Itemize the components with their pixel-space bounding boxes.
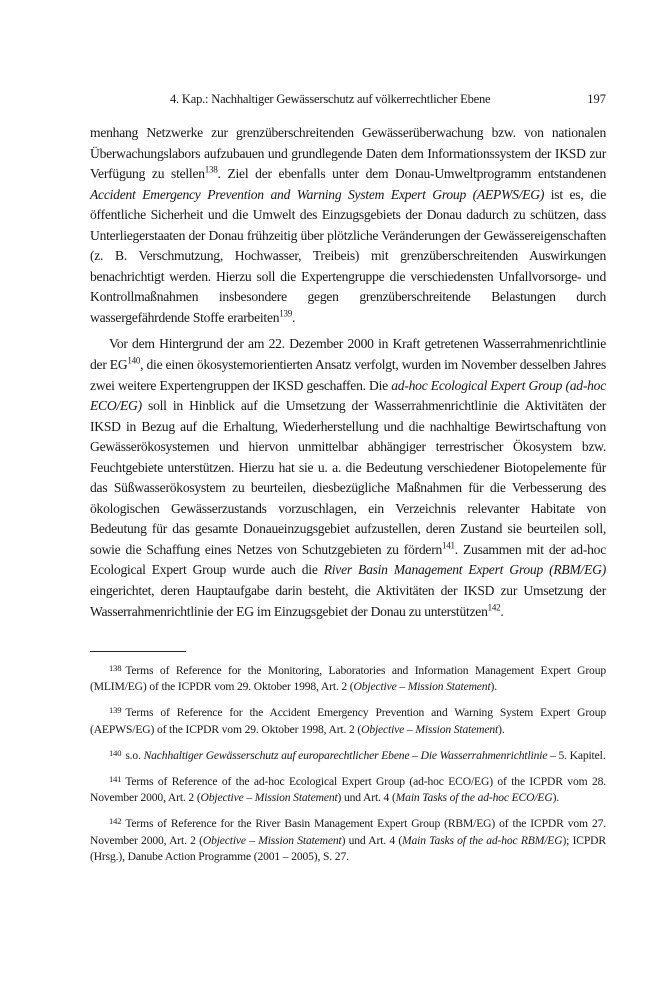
text-run: .	[500, 603, 504, 619]
paragraph-2	[90, 334, 606, 622]
text-run: soll in Hinblick auf die Umsetzung der Wasserrahmenrichtlinie die Aktivitäten der IKSD in Bezug auf die Erhaltung, Wiederherstellung und die nachhaltige Bewirtschaftung von Gewässerökosystemen und hiervon unmittelbar abhängiger terrestrischer Ökosystem bzw. Feuchtgebiete unterstützen. Hierzu hat sie u. a. die Bedeutung verschiedener Biotopelemente für das Süßwasserökosystem zu beurteilen, diesbezügliche Maßnahmen für die Verbesserung des ökologischen Gewässerzustands vorzuschlagen, ein Verzeichnis relevanter Habitate von Bedeutung für das gesamte Donaueinzugsgebiet aufzustellen, deren Zustand sie beurteilen soll, sowie die Schaffung eines Netzes von Schutzgebieten zu fördern	[90, 398, 606, 557]
text-run: ); ICPDR (Hrsg.), Danube Action Programme (2001 – 2005), S. 27.	[90, 833, 606, 863]
text-run: ).	[498, 722, 505, 736]
footnote-number: 142	[109, 816, 122, 827]
italic-term: Accident Emergency Prevention and Warning System Expert Group (AEPWS/EG)	[90, 186, 545, 202]
body-text	[90, 123, 606, 622]
italic-term: Objective – Mission Statement	[202, 833, 342, 847]
text-run: . Zusammen mit der ad-hoc Ecological Expert Group wurde auch die	[90, 541, 606, 578]
text-run: Vor dem Hintergrund der am 22. Dezember 2000 in Kraft getretenen Wasserrahmenrichtlinie der EG	[90, 336, 606, 373]
text-run: s.o.	[125, 748, 144, 762]
text-run: ) und Art. 4 (	[341, 833, 403, 847]
footnote-number: 138	[109, 663, 122, 673]
footnote-ref-142[interactable]: 142	[487, 602, 501, 613]
footnote-139	[90, 702, 606, 737]
italic-term: Main Tasks of the ad-hoc ECO/EG	[395, 791, 553, 805]
text-run: ist es, die öffentliche Sicherheit und die Umwelt des Einzugsgebiets der Donau dadurch zu schützen, dass Unterliegerstaaten der Donau frühzeitig über plötzliche Veränderungen der Gewässereigenschaften (z. B. Verschmutzung, Hochwasser, Treibeis) mit grenzüberschreitenden Auswirkungen benachrichtigt werden. Hierzu soll die Expertengruppe die verschiedensten Unfallvorsorge- und Kontrollmaßnahmen insbesondere gegen grenzüberschreitende Belastungen durch wassergefährdende Stoffe erarbeiten	[90, 186, 606, 325]
footnote-ref-139[interactable]: 139	[279, 308, 293, 319]
page-number: 197	[587, 92, 606, 106]
italic-term: Objective – Mission Statement	[200, 791, 338, 805]
footnote-ref-138[interactable]: 138	[204, 164, 218, 175]
text-run: ).	[490, 680, 497, 694]
text-run: Terms of Reference for the Accident Emergency Prevention and Warning System Expert Group (AEPWS/EG) of the ICPDR vom 29. Oktober 1998, Art. 2 (	[90, 706, 606, 736]
footnote-ref-140[interactable]: 140	[127, 355, 141, 366]
running-header	[170, 91, 606, 107]
text-run: Terms of Reference for the River Basin Management Expert Group (RBM/EG) of the ICPDR vom 27. November 2000, Art. 2 (	[90, 817, 606, 847]
paragraph-1	[90, 123, 606, 328]
footnote-number: 141	[109, 774, 122, 785]
text-run: , die einen ökosystemorientierten Ansatz verfolgt, wurden im November desselben Jahres zwei weitere Expertengruppen der IKSD geschaffen. Die	[90, 357, 606, 393]
italic-term: Objective – Mission Statement	[353, 680, 491, 694]
text-run: ).	[552, 791, 560, 805]
footnote-140	[90, 745, 606, 764]
footnotes	[90, 660, 606, 872]
italic-term: River Basin Management Expert Group (RBM/EG)	[323, 562, 606, 578]
italic-term: Nachhaltiger Gewässerschutz auf europarechtlicher Ebene – Die Wasserrahmenrichtlinie	[143, 748, 548, 762]
italic-term: ad-hoc Ecological Expert Group (ad-hoc ECO/EG)	[90, 377, 607, 414]
footnote-divider	[90, 651, 186, 652]
text-run: ) und Art. 4 (	[337, 791, 396, 805]
text-run: – 5. Kapitel.	[547, 748, 606, 762]
footnote-141	[90, 771, 606, 806]
text-run: Terms of Reference for the Monitoring, Laboratories and Information Management Expert Group (MLIM/EG) of the ICPDR vom 29. Oktober 1998, Art. 2 (	[90, 664, 606, 694]
text-run: Terms of Reference of the ad-hoc Ecological Expert Group (ad-hoc ECO/EG) of the ICPDR vom 28. November 2000, Art. 2 (	[90, 775, 606, 805]
italic-term: Main Tasks of the ad-hoc RBM/EG	[402, 833, 563, 847]
text-run: . Ziel der ebenfalls unter dem Donau-Umweltprogramm entstandenen	[217, 166, 606, 182]
footnote-number: 139	[109, 705, 122, 716]
footnote-number: 140	[109, 747, 122, 758]
footnote-138	[90, 660, 606, 695]
text-run: .	[292, 309, 296, 325]
italic-term: Objective – Mission Statement	[361, 722, 499, 736]
footnote-142	[90, 813, 606, 865]
running-title: 4. Kap.: Nachhaltiger Gewässerschutz auf völkerrechtlicher Ebene	[170, 92, 491, 106]
text-run: eingerichtet, deren Hauptaufgabe darin besteht, die Aktivitäten der IKSD zur Umsetzung der Wasserrahmenrichtlinie der EG im Einzugsgebiet der Donau zu unterstützen	[90, 583, 606, 619]
text-run: menhang Netzwerke zur grenzüberschreitenden Gewässerüberwachung bzw. von nationalen Überwachungslabors aufzubauen und grundlegende Daten dem Informationssystem der IKSD zur Verfügung zu stellen	[90, 125, 606, 182]
footnote-ref-141[interactable]: 141	[442, 540, 455, 551]
